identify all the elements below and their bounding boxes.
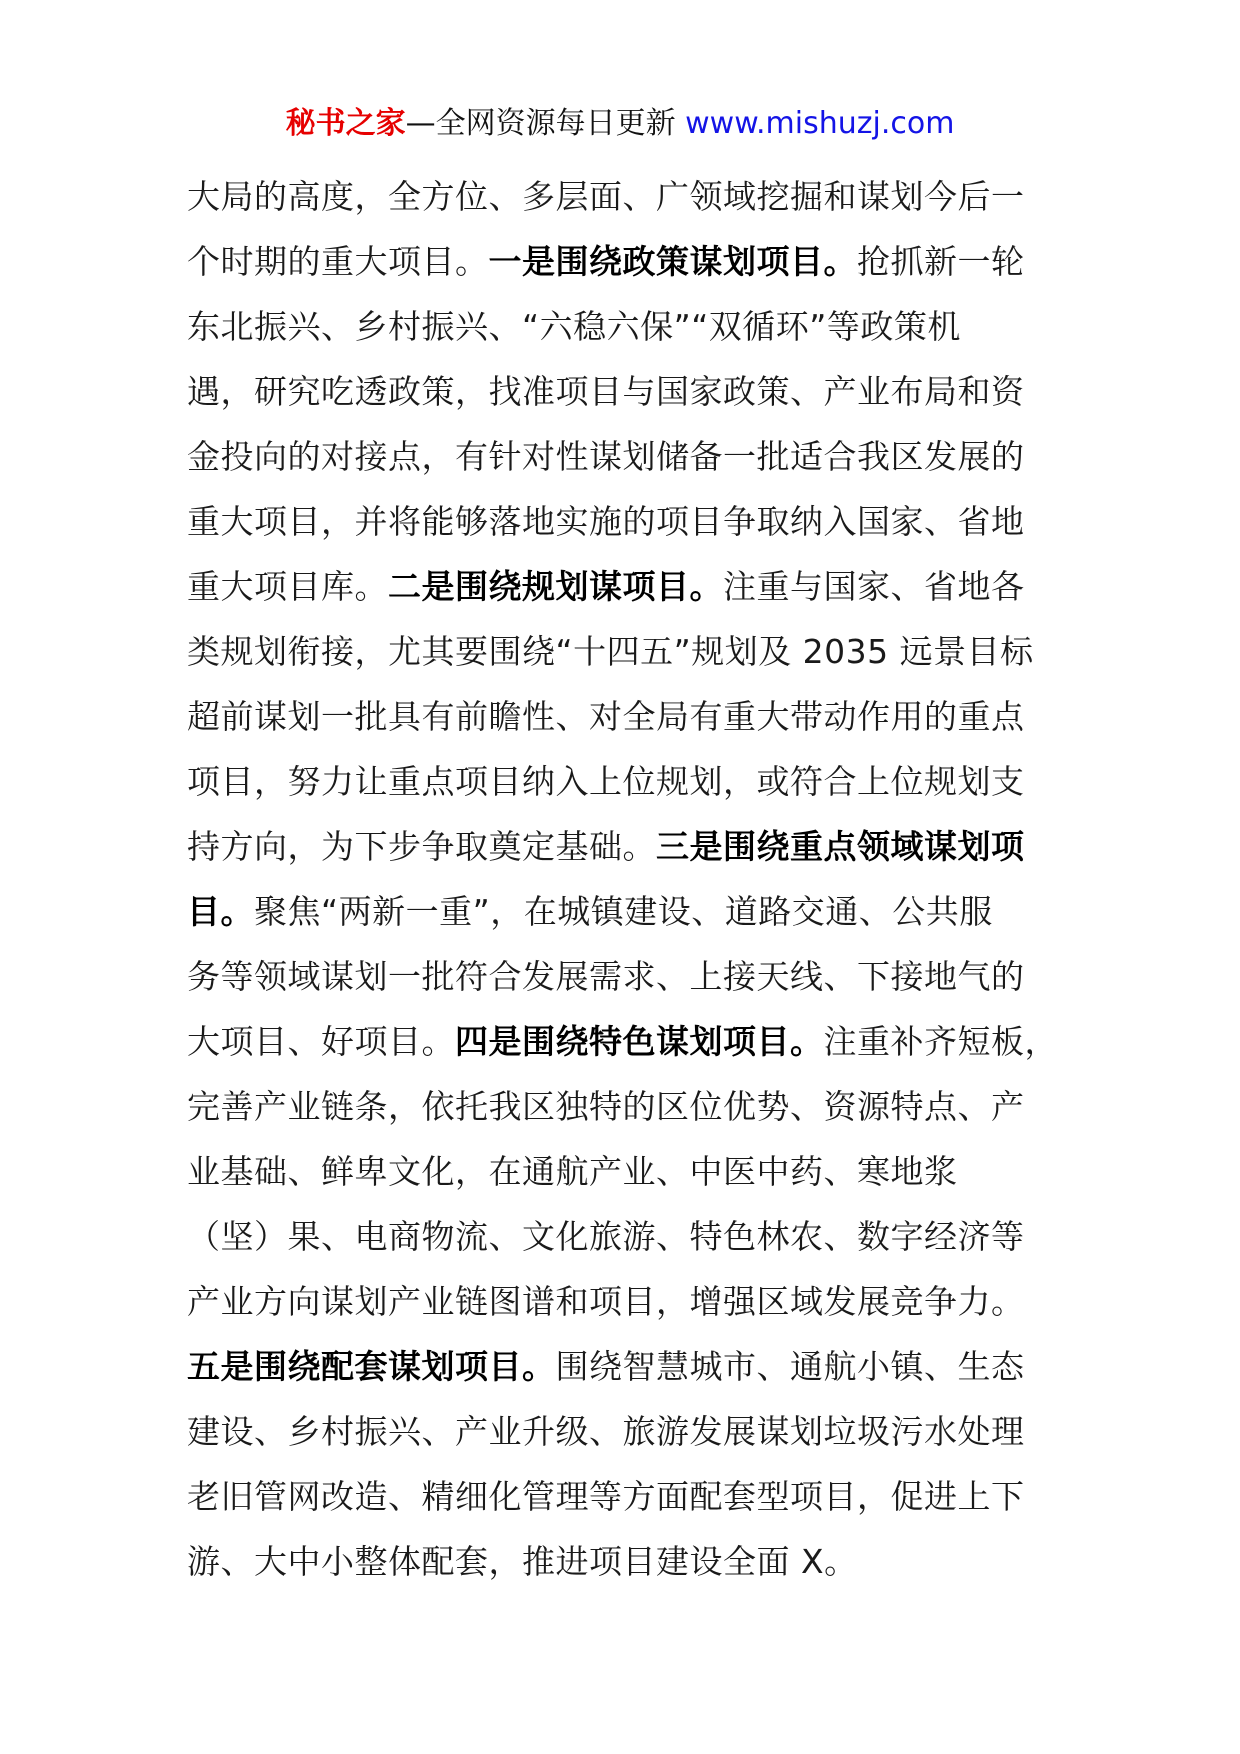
paragraph-line: [187, 684, 1069, 749]
body-text: 建设、乡村振兴、产业升级、旅游发展谋划垃圾污水处理: [187, 1412, 1025, 1451]
body-text: 注重补齐短板，: [823, 1022, 1058, 1061]
body-text: 东北振兴、乡村振兴、“六稳六保”“双循环”等政策机: [187, 307, 961, 346]
paragraph-line: [187, 1074, 1069, 1139]
body-text: （坚）果、电商物流、文化旅游、特色林农、数字经济等: [187, 1217, 1025, 1256]
body-text: 项目，努力让重点项目纳入上位规划，或符合上位规划支: [187, 762, 1025, 801]
body-text: 完善产业链条，依托我区独特的区位优势、资源特点、产: [187, 1087, 1025, 1126]
paragraph-line: [187, 1204, 1069, 1269]
paragraph-line: [187, 1334, 1069, 1399]
bold-heading-text: 三是围绕重点领域谋划项: [656, 827, 1025, 866]
paragraph-line: [187, 1529, 1069, 1594]
body-text: 注重与国家、省地各: [723, 567, 1025, 606]
paragraph-line: [187, 1009, 1069, 1074]
paragraph-line: [187, 294, 1069, 359]
body-text: 金投向的对接点，有针对性谋划储备一批适合我区发展的: [187, 437, 1025, 476]
paragraph-line: [187, 814, 1069, 879]
bold-heading-text: 一是围绕政策谋划项目。: [488, 242, 857, 281]
bold-heading-text: 五是围绕配套谋划项目。: [187, 1347, 556, 1386]
paragraph-line: [187, 1269, 1069, 1334]
site-url-link[interactable]: www.mishuzj.com: [685, 106, 955, 141]
bold-heading-text: 目。: [187, 892, 254, 931]
body-text: 老旧管网改造、精细化管理等方面配套型项目，促进上下: [187, 1477, 1025, 1516]
body-text: 聚焦“两新一重”，在城镇建设、道路交通、公共服: [254, 892, 993, 931]
body-text: 超前谋划一批具有前瞻性、对全局有重大带动作用的重点: [187, 697, 1025, 736]
paragraph-line: [187, 1464, 1069, 1529]
document-body: [187, 164, 1069, 1594]
site-header: [0, 104, 1240, 144]
body-text: 重大项目库。: [187, 567, 388, 606]
body-text: 业基础、鲜卑文化，在通航产业、中医中药、寒地浆: [187, 1152, 958, 1191]
paragraph-line: [187, 554, 1069, 619]
body-text: 类规划衔接，尤其要围绕“十四五”规划及 2035 远景目标: [187, 632, 1034, 671]
brand-name: 秘书之家: [285, 106, 406, 141]
body-text: 遇，研究吃透政策，找准项目与国家政策、产业布局和资: [187, 372, 1025, 411]
paragraph-line: [187, 619, 1069, 684]
body-text: 大项目、好项目。: [187, 1022, 455, 1061]
paragraph-line: [187, 229, 1069, 294]
paragraph-line: [187, 359, 1069, 424]
paragraph-line: [187, 1399, 1069, 1464]
body-text: 抢抓新一轮: [857, 242, 1025, 281]
paragraph-line: [187, 164, 1069, 229]
body-text: 产业方向谋划产业链图谱和项目，增强区域发展竞争力。: [187, 1282, 1025, 1321]
body-text: 大局的高度，全方位、多层面、广领域挖掘和谋划今后一: [187, 177, 1025, 216]
body-text: 围绕智慧城市、通航小镇、生态: [555, 1347, 1025, 1386]
body-text: 务等领域谋划一批符合发展需求、上接天线、下接地气的: [187, 957, 1025, 996]
body-text: 个时期的重大项目。: [187, 242, 489, 281]
paragraph-line: [187, 1139, 1069, 1204]
body-text: 游、大中小整体配套，推进项目建设全面 X。: [187, 1542, 858, 1581]
paragraph-line: [187, 489, 1069, 554]
paragraph-line: [187, 424, 1069, 489]
paragraph-line: [187, 749, 1069, 814]
paragraph-line: [187, 879, 1069, 944]
bold-heading-text: 二是围绕规划谋项目。: [388, 567, 723, 606]
bold-heading-text: 四是围绕特色谋划项目。: [455, 1022, 824, 1061]
body-text: 持方向，为下步争取奠定基础。: [187, 827, 656, 866]
header-tagline: —全网资源每日更新: [405, 106, 676, 141]
paragraph-line: [187, 944, 1069, 1009]
body-text: 重大项目，并将能够落地实施的项目争取纳入国家、省地: [187, 502, 1025, 541]
